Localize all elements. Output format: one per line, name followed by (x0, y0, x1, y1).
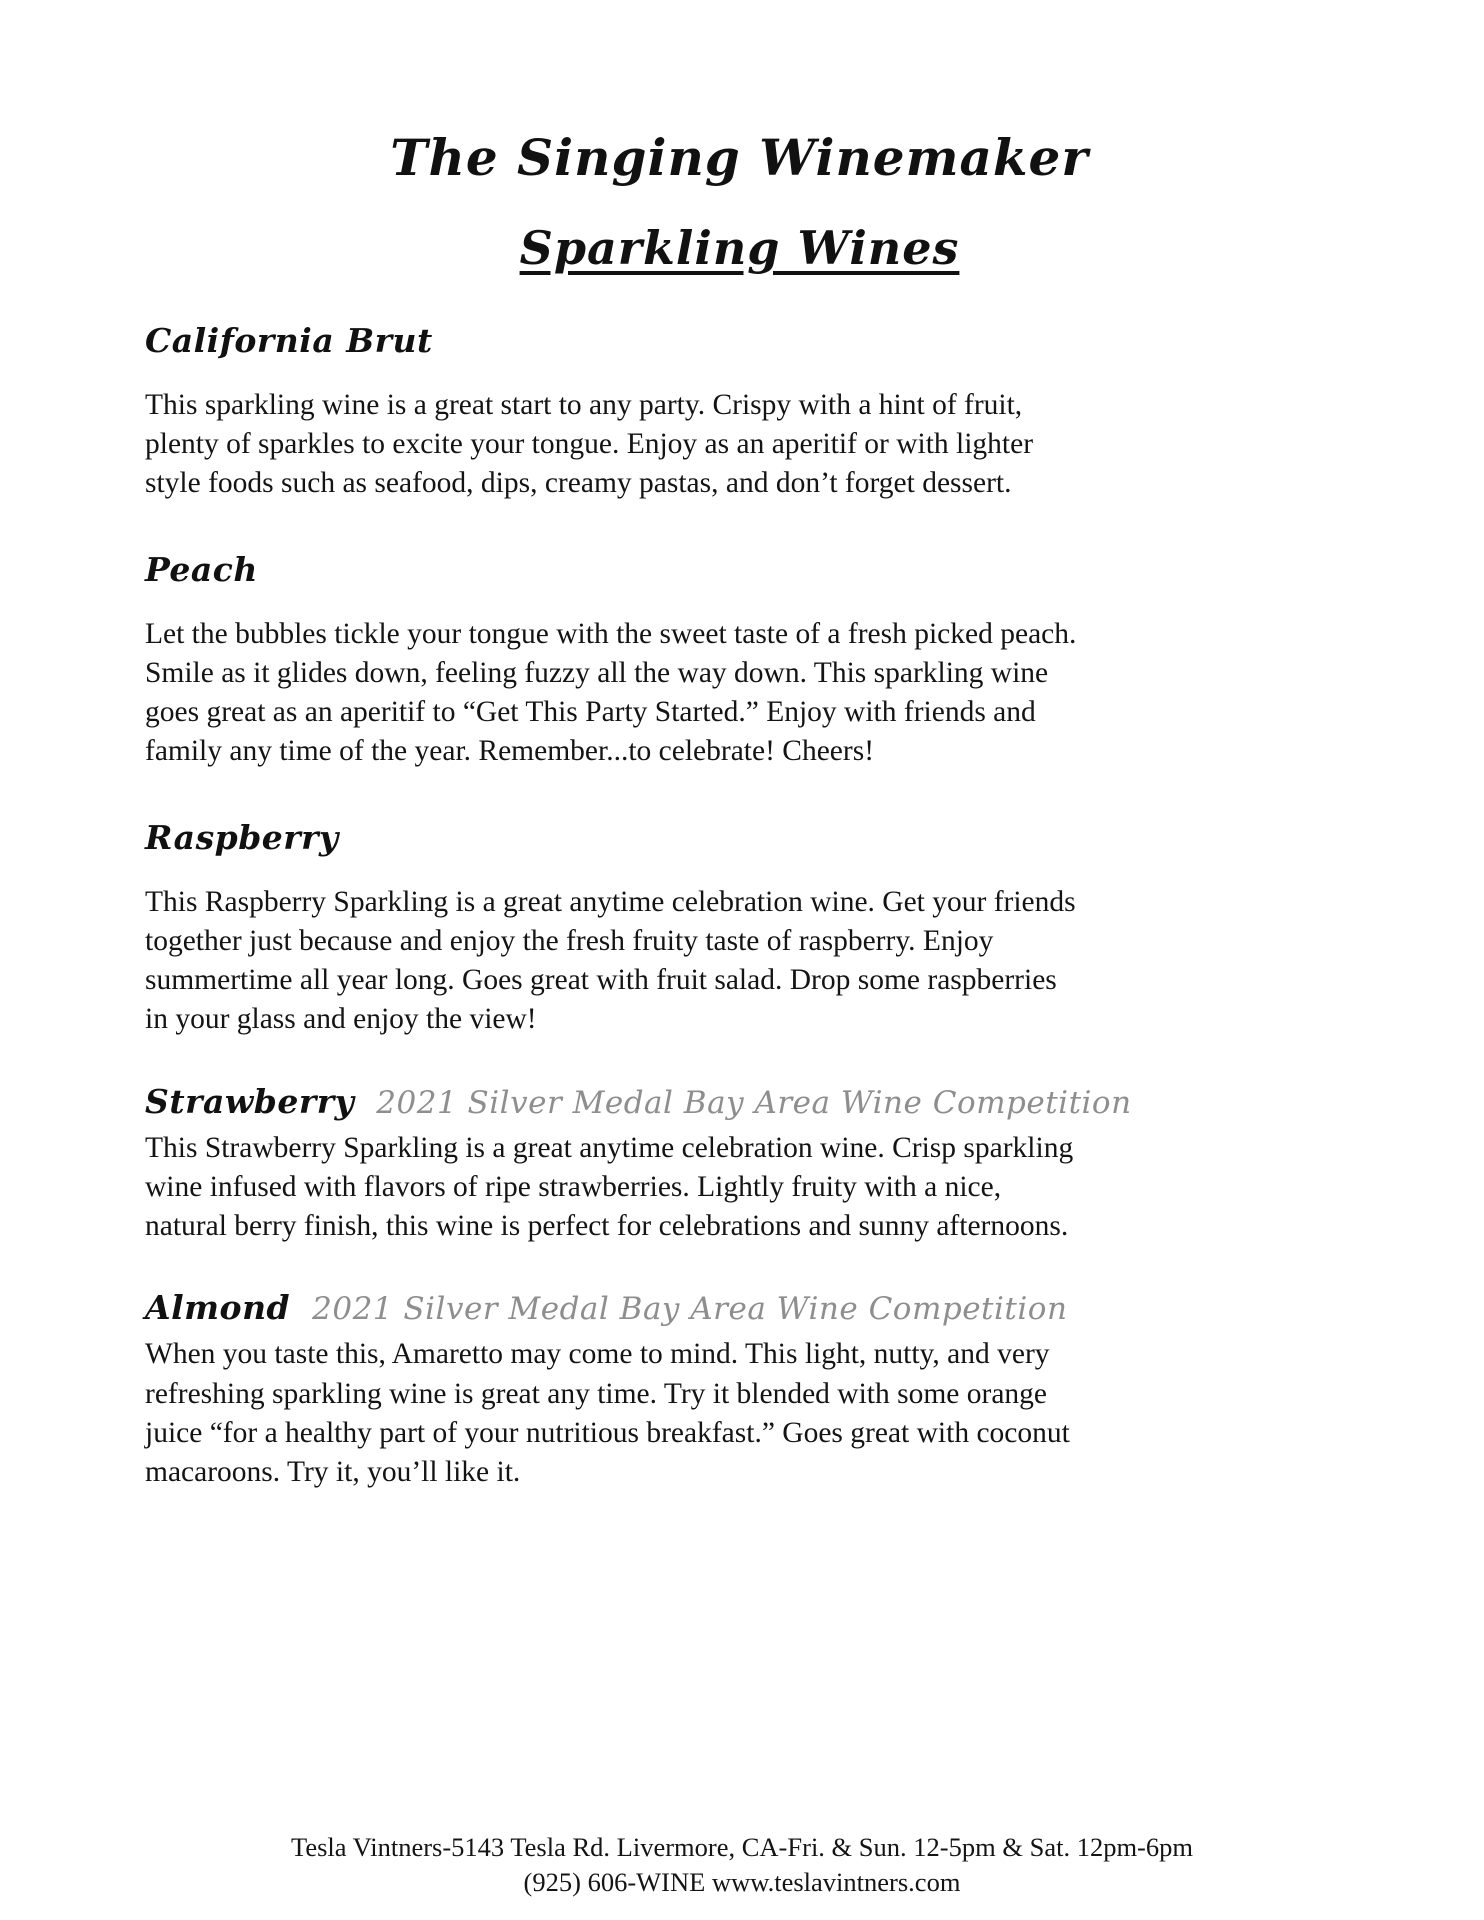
section-heading (145, 1082, 1334, 1121)
section-body: This Strawberry Sparkling is a great anytime celebration wine. Crisp sparkling wine infused with flavors of ripe strawberries. Lightly fruity with a nice, natural berry finish, this wine is perfect for celebrations and sunny afternoons. (145, 1131, 1074, 1243)
section-california-brut (145, 321, 1334, 504)
section-almond (145, 1288, 1334, 1492)
page-footer (0, 1830, 1484, 1900)
section-heading: Peach (145, 549, 258, 589)
section-body: When you taste this, Amaretto may come to mind. This light, nutty, and very refreshing sparkling wine is great any time. Try it blended with some orange juice “for a healthy part of your nutritious breakfast.” Goes great with coconut macaroons. Try it, you’ll like it. (145, 1338, 1070, 1488)
section-body: This Raspberry Sparkling is a great anytime celebration wine. Get your friends together just because and enjoy the fresh fruity taste of raspberry. Enjoy summertime all year long. Goes great with fruit salad. Drop some raspberries in your glass and enjoy the view! (145, 885, 1076, 1036)
section-heading (145, 1288, 1334, 1327)
footer-phone-website: (925) 606-WINE www.teslavintners.com (523, 1867, 961, 1898)
page-subtitle (145, 221, 1334, 275)
section-raspberry (145, 818, 1334, 1040)
footer-address-hours: Tesla Vintners-5143 Tesla Rd. Livermore, CA-Fri. & Sun. 12-5pm & Sat. 12pm-6pm (291, 1832, 1193, 1863)
section-heading-text: Almond (145, 1288, 291, 1328)
section-heading: California Brut (145, 321, 433, 360)
award-label: 2021 Silver Medal Bay Area Wine Competition (312, 1291, 1068, 1328)
award-label: 2021 Silver Medal Bay Area Wine Competition (376, 1084, 1132, 1121)
section-heading-text: Strawberry (145, 1081, 355, 1121)
section-body: This sparkling wine is a great start to any party. Crispy with a hint of fruit, plenty of sparkles to excite your tongue. Enjoy as an aperitif or with lighter style foods such as seafood, dips, creamy pastas, and don’t forget dessert. (145, 389, 1034, 500)
page-title: The Singing Winemaker (390, 128, 1089, 187)
section-body: Let the bubbles tickle your tongue with the sweet taste of a fresh picked peach. Smile as it glides down, feeling fuzzy all the way down. This sparkling wine goes great as an aperitif to “Get This Party Started.” Enjoy with friends and family any time of the year. Remember...to celebrate! Cheers! (145, 617, 1077, 768)
page-subtitle-text: Sparkling Wines (519, 221, 960, 275)
section-strawberry (145, 1082, 1334, 1247)
section-heading: Raspberry (145, 817, 339, 857)
section-peach (145, 550, 1334, 772)
